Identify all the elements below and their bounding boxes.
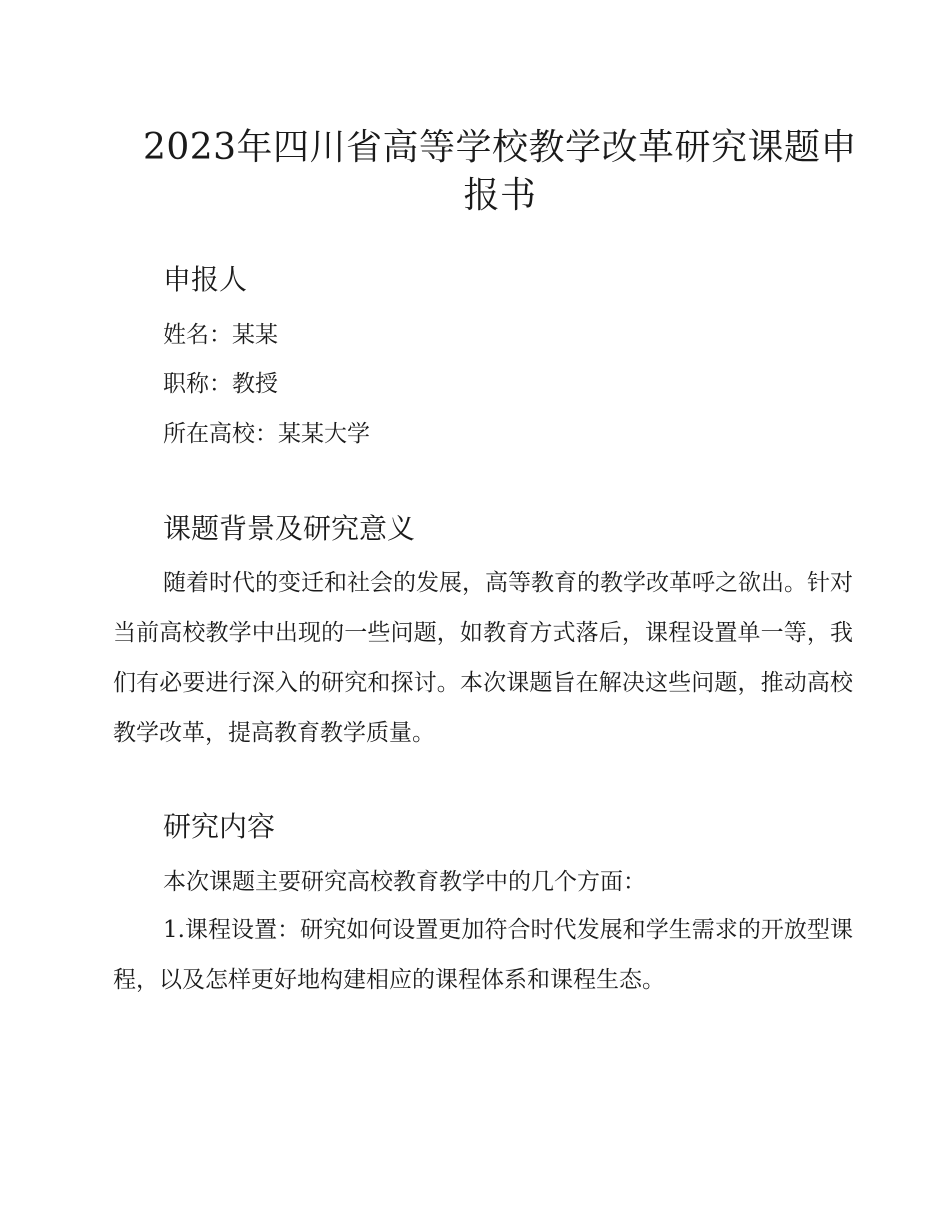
content-item-1: 1.课程设置：研究如何设置更加符合时代发展和学生需求的开放型课程，以及怎样更好地构建相应的课程体系和课程生态。 bbox=[113, 917, 853, 993]
document-title: 2023年四川省高等学校教学改革研究课题申报书 bbox=[142, 127, 858, 217]
applicant-heading: 申报人 bbox=[163, 263, 248, 296]
applicant-title: 职称：教授 bbox=[163, 371, 278, 397]
applicant-name: 姓名：某某 bbox=[163, 322, 278, 348]
background-paragraph: 随着时代的变迁和社会的发展，高等教育的教学改革呼之欲出。针对当前高校教学中出现的一些问题，如教育方式落后，课程设置单一等，我们有必要进行深入的研究和探讨。本次课题旨在解决这些问题，推动高校教学改革，提高教育教学质量。 bbox=[113, 570, 853, 746]
background-heading: 课题背景及研究意义 bbox=[163, 512, 416, 545]
applicant-school: 所在高校：某某大学 bbox=[163, 421, 370, 447]
content-heading: 研究内容 bbox=[163, 810, 276, 843]
content-intro: 本次课题主要研究高校教育教学中的几个方面： bbox=[163, 869, 646, 895]
